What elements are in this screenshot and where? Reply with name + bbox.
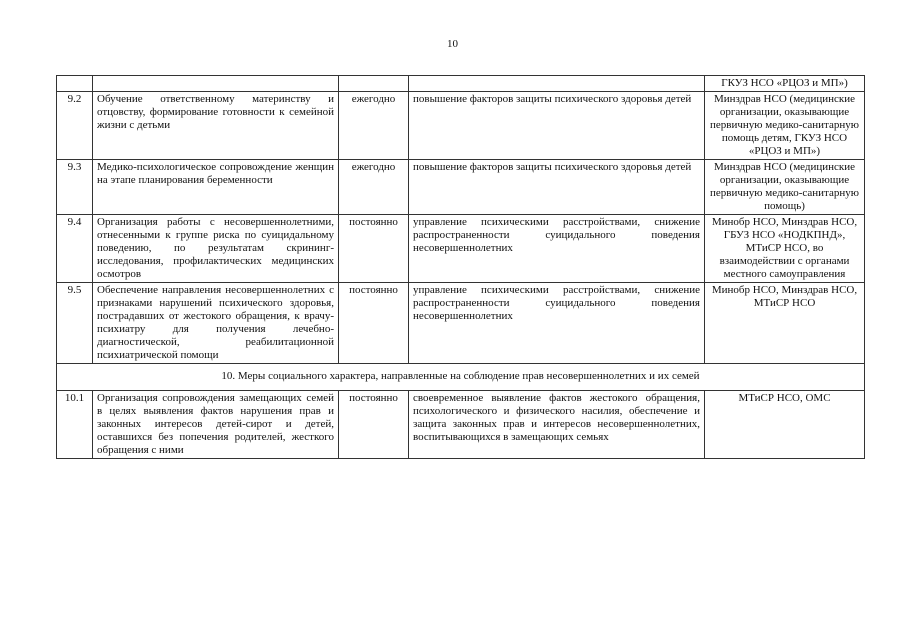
- page-number: 10: [447, 38, 458, 50]
- result-cell: своевременное выявление фактов жестокого обращения, психологического и физического насилия, обеспечение и защита законных прав и интересов несовершеннолетних, воспитывающихся в замещающих семьях: [409, 391, 705, 459]
- measure-cell: Обучение ответственному материнству и отцовству, формирование готовности к семейной жизни с детьми: [93, 92, 339, 160]
- table-row: [57, 92, 865, 160]
- result-cell: повышение факторов защиты психического здоровья детей: [409, 160, 705, 215]
- measures-table: [56, 75, 865, 459]
- table-row: [57, 283, 865, 364]
- table-row: [57, 215, 865, 283]
- row-number: 10.1: [57, 391, 93, 459]
- term-cell: [339, 76, 409, 92]
- result-cell: управление психическими расстройствами, снижение распространенности суицидального поведения несовершеннолетних: [409, 215, 705, 283]
- term-cell: ежегодно: [339, 160, 409, 215]
- measure-cell: [93, 76, 339, 92]
- responsible-cell: Минобр НСО, Минздрав НСО, МТиСР НСО: [705, 283, 865, 364]
- result-cell: [409, 76, 705, 92]
- measure-cell: Обеспечение направления несовершеннолетних с признаками нарушений психического здоровья, пострадавших от жестокого обращения, к врачу-психиатру для получения лечебно-диагностической, реабилитационной психиатрической помощи: [93, 283, 339, 364]
- responsible-cell: ГКУЗ НСО «РЦОЗ и МП»): [705, 76, 865, 92]
- responsible-cell: Минобр НСО, Минздрав НСО, ГБУЗ НСО «НОДКПНД», МТиСР НСО, во взаимодействии с органами местного самоуправления: [705, 215, 865, 283]
- measure-cell: Медико-психологическое сопровождение женщин на этапе планирования беременности: [93, 160, 339, 215]
- term-cell: постоянно: [339, 391, 409, 459]
- responsible-cell: Минздрав НСО (медицинские организации, оказывающие первичную медико-санитарную помощь детям, ГКУЗ НСО «РЦОЗ и МП»): [705, 92, 865, 160]
- row-number: 9.3: [57, 160, 93, 215]
- responsible-cell: Минздрав НСО (медицинские организации, оказывающие первичную медико-санитарную помощь): [705, 160, 865, 215]
- result-cell: управление психическими расстройствами, снижение распространенности суицидального поведения несовершеннолетних: [409, 283, 705, 364]
- responsible-cell: МТиСР НСО, ОМС: [705, 391, 865, 459]
- table-row-continuation: [57, 76, 865, 92]
- measure-cell: Организация сопровождения замещающих семей в целях выявления фактов нарушения прав и законных интересов детей-сирот и детей, оставшихся без попечения родителей, жесткого обращения с ними: [93, 391, 339, 459]
- term-cell: постоянно: [339, 215, 409, 283]
- section-title: 10. Меры социального характера, направленные на соблюдение прав несовершеннолетних и их семей: [57, 364, 865, 391]
- result-cell: повышение факторов защиты психического здоровья детей: [409, 92, 705, 160]
- row-number: [57, 76, 93, 92]
- row-number: 9.2: [57, 92, 93, 160]
- row-number: 9.4: [57, 215, 93, 283]
- term-cell: постоянно: [339, 283, 409, 364]
- table-row: [57, 160, 865, 215]
- row-number: 9.5: [57, 283, 93, 364]
- term-cell: ежегодно: [339, 92, 409, 160]
- table-row: [57, 391, 865, 459]
- measure-cell: Организация работы с несовершеннолетними, отнесенными к группе риска по суицидальному поведению, по результатам скрининг-исследования, профилактических медицинских осмотров: [93, 215, 339, 283]
- section-header-row: [57, 364, 865, 391]
